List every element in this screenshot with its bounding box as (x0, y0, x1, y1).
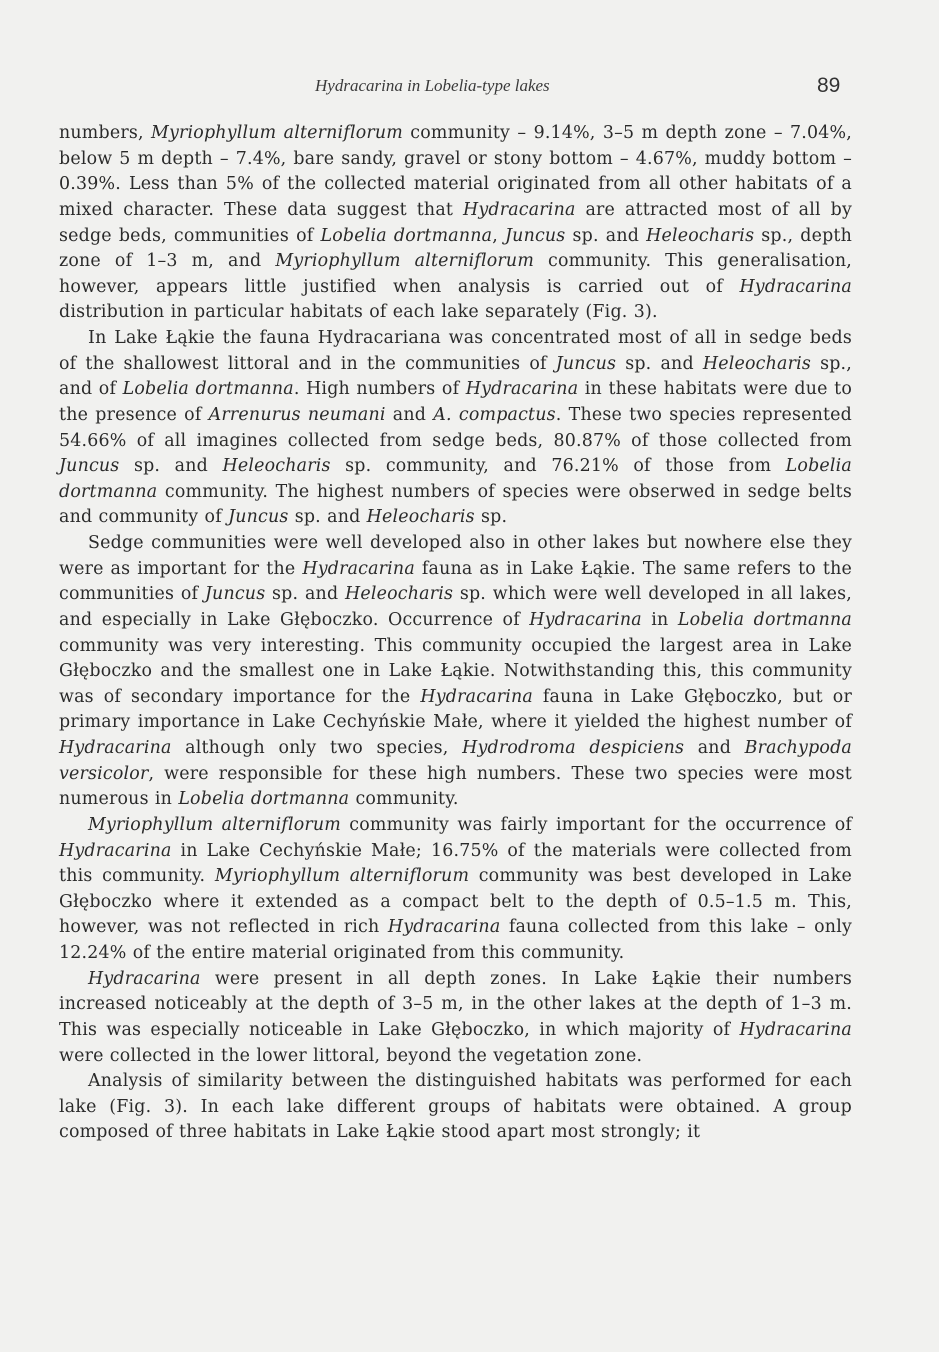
italic-term: Juncus (228, 507, 289, 528)
paragraph (59, 121, 852, 326)
text-run: , were responsible for these high numbers. These two species were most numerous in (59, 763, 852, 810)
text-run: community – 9.14%, 3–5 m depth zone – 7.04%, below 5 m depth – 7.4%, bare sandy, gravel or stony bottom – 4.67%, muddy bottom – 0.39%. Less than 5% of the collected material originated from all other habitats of a mixed character. These data suggest that (59, 123, 852, 220)
paragraph (59, 1069, 852, 1146)
italic-term: Heleocharis (366, 507, 475, 528)
italic-term: Hydracarina (739, 1019, 852, 1040)
running-head-connector: in (402, 76, 425, 95)
text-run: community. (349, 789, 459, 810)
italic-term: Hydracarina (387, 917, 501, 938)
text-run: sp. and (288, 507, 367, 528)
text-run: sp. (474, 507, 508, 528)
text-run: and (385, 404, 434, 425)
italic-term: Juncus (204, 584, 266, 605)
text-run: . These two species represented 54.66% of all imagines collected from sedge beds, 80.87% of those collected from (59, 404, 853, 451)
italic-term: Hydracarina (739, 276, 852, 297)
italic-term: Hydracarina (88, 968, 201, 989)
text-run: sp. which were well developed in all lakes, and especially in Lake Głęboczko. Occurrence of (59, 584, 852, 630)
italic-term: Hydrodroma despiciens (462, 738, 685, 758)
text-run: Sedge communities were well developed also in other lakes but nowhere else they were as important for the (59, 533, 852, 579)
running-head-tail: -type lakes (476, 76, 550, 95)
text-run: community was fairly important for the occurrence of (341, 814, 852, 835)
text-run: in Lake Cechyńskie Małe; 16.75% of the materials were collected from this community. (59, 840, 852, 887)
italic-term: A. compactus (433, 404, 556, 425)
italic-term: Juncus (555, 353, 617, 374)
italic-term: Lobelia dortmanna (59, 456, 852, 502)
text-run: community was very interesting. This community occupied the largest area in Lake Głęboczko and the smallest one in Lake Łąkie. Notwithstanding this, this community was of secondary importance for the (59, 635, 852, 707)
italic-term: Arrenurus neumani (208, 404, 386, 425)
text-run: distribution in particular habitats of each lake separately (Fig. 3). (59, 302, 658, 323)
italic-term: Heleocharis (702, 353, 811, 374)
text-run: numbers, (59, 123, 151, 143)
text-run: sp. and (119, 456, 223, 477)
italic-term: Hydracarina (420, 686, 533, 707)
text-run: community. The highest numbers of species were obserwed in sedge belts and community of (59, 481, 852, 528)
text-run: , (492, 225, 505, 246)
text-run: sp. and (265, 584, 346, 605)
italic-term: Heleocharis (345, 584, 454, 605)
italic-term: Hydracarina (465, 379, 579, 400)
italic-term: Juncus (59, 456, 120, 477)
text-run: In Lake Łąkie the fauna Hydracariana was concentrated most of all in sedge beds of the shallowest littoral and in the communities of (59, 328, 852, 374)
italic-term: Hydracarina (529, 609, 642, 630)
text-run: Analysis of similarity between the distinguished habitats was performed for each lake (Fig. 3). In each lake different groups of habitats were obtained. A group composed of three habitats in Lake Łąkie stood apart most strongly; it (59, 1071, 852, 1143)
running-head (315, 76, 550, 96)
text-run: sp., depth zone of 1–3 m, and (59, 225, 852, 272)
text-run: are attracted most of all by sedge beds, communities of (59, 199, 852, 246)
text-run: community. This generalisation, however, appears little justified when analysis is carried out of (59, 251, 853, 297)
text-run: sp. and (565, 225, 647, 246)
running-head-genus: Hydracarina (315, 76, 403, 95)
paragraph (59, 967, 852, 1070)
italic-term: Hydracarina (302, 558, 415, 579)
text-run: sp., and of (59, 353, 852, 400)
text-run: fauna collected from this lake – only 12.24% of the entire material originated from this community. (59, 917, 852, 963)
text-run: sp. and (616, 353, 703, 374)
italic-term: Myriophyllum alterniflorum (88, 814, 342, 835)
text-run: were collected in the lower littoral, beyond the vegetation zone. (59, 1045, 643, 1066)
text-run: although only two species, (171, 738, 463, 758)
italic-term: Heleocharis (222, 456, 331, 477)
italic-term: Hydracarina (59, 738, 172, 758)
italic-term: Myriophyllum alterniflorum (214, 866, 470, 887)
italic-term: Lobelia dortmanna (122, 379, 294, 400)
body-text (59, 121, 852, 1146)
italic-term: Brachypoda versicolor (59, 738, 852, 784)
italic-term: Lobelia dortmanna (320, 225, 493, 246)
italic-term: Lobelia dortmanna (178, 789, 350, 810)
italic-term: Heleocharis (646, 225, 755, 246)
paragraph (59, 531, 852, 813)
text-run: . High numbers of (293, 379, 466, 400)
text-run: and (684, 738, 745, 758)
text-run: in (641, 609, 678, 630)
running-head-lobelia: Lobelia (424, 76, 477, 95)
italic-term: Myriophyllum alterniflorum (150, 123, 403, 143)
italic-term: Hydracarina (462, 199, 576, 220)
text-run: community was best developed in Lake Głęboczko where it extended as a compact belt to the depth of 0.5–1.5 m. This, however, was not reflected in rich (59, 866, 852, 938)
italic-term: Myriophyllum alterniflorum (275, 251, 535, 272)
text-run: in these habitats were due to the presence of (59, 379, 852, 425)
italic-term: Hydracarina (59, 840, 172, 861)
text-run: fauna in Lake Głęboczko, but or primary importance in Lake Cechyńskie Małe, where it yielded the highest number of (59, 686, 852, 733)
paragraph (59, 326, 852, 531)
paragraph (59, 813, 852, 967)
italic-term: Juncus (505, 225, 566, 246)
text-run: fauna as in Lake Łąkie. The same refers to the communities of (59, 558, 852, 605)
italic-term: Lobelia dortmanna (677, 609, 852, 630)
text-run: were present in all depth zones. In Lake Łąkie their numbers increased noticeably at the depth of 3–5 m, in the other lakes at the depth of 1–3 m. This was especially noticeable in Lake Głęboczko, in which majority of (59, 968, 852, 1040)
text-run: sp. community, and 76.21% of those from (330, 456, 786, 477)
page-number: 89 (817, 74, 841, 97)
